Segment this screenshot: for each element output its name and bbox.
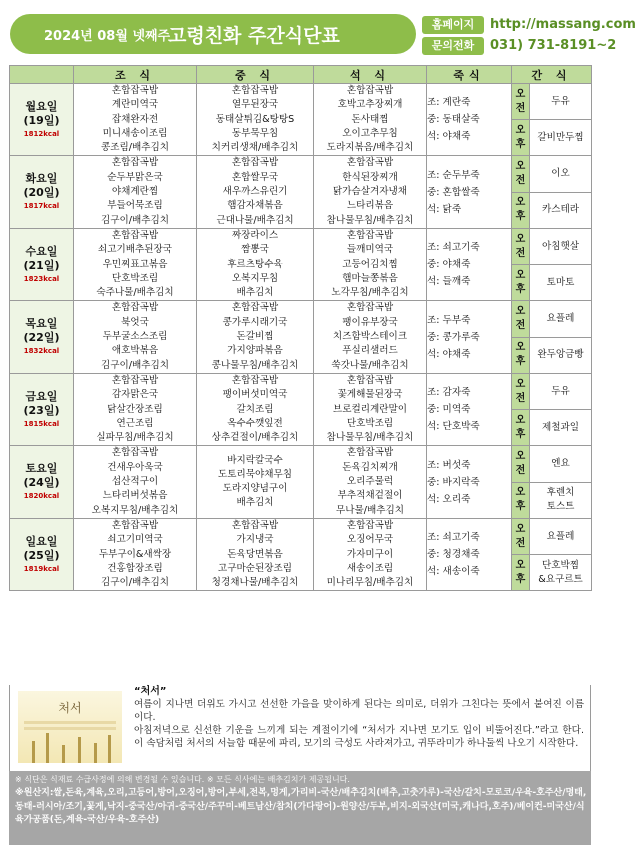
- porridge-item: 석: 단호박죽: [427, 421, 480, 433]
- lunch-item: 도라지양념구이: [222, 483, 288, 495]
- porridge-item: 조: 버섯죽: [427, 459, 471, 471]
- breakfast-item: 혼합잡곡밥: [111, 447, 159, 459]
- breakfast-item: 혼합잡곡밥: [111, 519, 159, 531]
- dinner-item: 브로컬리계란말이: [332, 403, 408, 415]
- weekly-menu-table: [9, 65, 592, 591]
- porridge-item: 조: 계란죽: [427, 97, 471, 109]
- dinner-item: 오징어무국: [346, 534, 394, 546]
- breakfast-item: 쇠고기배추된장국: [97, 244, 173, 256]
- breakfast-item: 두부굴소스조림: [102, 331, 168, 343]
- snack-pm: 제철과일: [530, 410, 592, 446]
- lunch-item: 혼합잡곡밥: [231, 374, 279, 386]
- dinner-item: 햄마늘쫑볶음: [342, 272, 398, 284]
- porridge-item: 중: 콩가루죽: [427, 331, 480, 343]
- notice-line: ※ 식단은 식재료 수급사정에 의해 변경될 수 있습니다. ※ 모든 식사에는 배추김치가 제공됩니다.: [15, 775, 350, 784]
- day-cell: [10, 373, 74, 445]
- dinner-item: 오리주물럭: [346, 476, 394, 488]
- snack-am: 두유: [530, 84, 592, 120]
- porridge-item: 석: 야채죽: [427, 131, 471, 143]
- porridge-item: 조: 쇠고기죽: [427, 242, 480, 254]
- breakfast-item: 순두부맑은국: [107, 171, 163, 183]
- seasonal-story-box: [9, 685, 591, 772]
- porridge-cell: [427, 301, 512, 373]
- snack-pm: 단호박찜 &요구르트: [530, 555, 592, 591]
- lunch-item: 근대나물/배추김치: [216, 214, 294, 226]
- day-kcal: 1815kcal: [23, 419, 60, 428]
- porridge-item: 석: 오리죽: [427, 493, 471, 505]
- snack-am: 아침햇살: [530, 228, 592, 264]
- dinner-item: 쑥갓나물/배추김치: [331, 359, 409, 371]
- story-title: “처서”: [134, 686, 167, 697]
- porridge-cell: [427, 446, 512, 518]
- header-day: [10, 66, 74, 84]
- breakfast-item: 닭살간장조림: [107, 403, 163, 415]
- breakfast-item: 건홍합장조림: [107, 562, 163, 574]
- day-date: (24일): [23, 476, 60, 490]
- breakfast-item: 느타리버섯볶음: [102, 490, 168, 502]
- lunch-item: 팽이버섯미역국: [222, 389, 288, 401]
- day-name: 목요일: [25, 317, 58, 331]
- dinner-item: 혼합잡곡밥: [346, 229, 394, 241]
- dinner-item: 혼합잡곡밥: [346, 302, 394, 314]
- breakfast-cell: [74, 518, 197, 590]
- snack-pm: 갈비만두찜: [530, 120, 592, 156]
- am-label: 오 전: [512, 156, 530, 192]
- day-row-am: [10, 228, 592, 264]
- breakfast-item: 콩조림/배추김치: [100, 142, 170, 154]
- porridge-item: 조: 두부죽: [427, 314, 471, 326]
- snack-pm: 후렌치 토스트: [530, 482, 592, 518]
- day-row-am: [10, 301, 592, 337]
- lunch-item: 옥수수깻잎전: [227, 417, 283, 429]
- dinner-item: 가자미구이: [346, 548, 394, 560]
- porridge-cell: [427, 373, 512, 445]
- breakfast-item: 혼합잡곡밥: [111, 85, 159, 96]
- dinner-item: 단호박조림: [346, 417, 394, 429]
- snack-pm: 카스테라: [530, 192, 592, 228]
- header-lunch: 중 식: [197, 66, 314, 84]
- breakfast-item: 김구이/배추김치: [100, 214, 170, 226]
- lunch-item: 후르츠탕수육: [227, 258, 283, 270]
- dinner-cell: [314, 373, 427, 445]
- dinner-item: 오이고추무침: [342, 127, 398, 139]
- dinner-item: 혼합잡곡밥: [346, 157, 394, 169]
- lunch-item: 콩가루시래기국: [222, 316, 288, 328]
- day-row-am: [10, 373, 592, 409]
- snack-am: 엔요: [530, 446, 592, 482]
- breakfast-item: 단호박조림: [111, 272, 159, 284]
- porridge-item: 조: 순두부죽: [427, 169, 480, 181]
- am-label: 오 전: [512, 373, 530, 409]
- pm-label: 오 후: [512, 265, 530, 301]
- porridge-item: 중: 청경채죽: [427, 549, 480, 561]
- lunch-item: 돈갈비찜: [236, 331, 274, 343]
- dinner-item: 혼합잡곡밥: [346, 447, 394, 459]
- day-date: (19일): [23, 113, 60, 127]
- snack-am: 요플레: [530, 301, 592, 337]
- day-date: (20일): [23, 186, 60, 200]
- dinner-item: 참나물무침/배추김치: [326, 214, 414, 226]
- dinner-cell: [314, 446, 427, 518]
- day-cell: [10, 446, 74, 518]
- am-label: 오 전: [512, 301, 530, 337]
- breakfast-item: 야채계란찜: [111, 186, 159, 198]
- lunch-item: 가지양파볶음: [227, 345, 283, 357]
- dinner-item: 호박고추장찌개: [337, 99, 403, 111]
- lunch-item: 새우까스유린기: [222, 186, 288, 198]
- lunch-cell: [197, 228, 314, 300]
- pm-label: 오 후: [512, 120, 530, 156]
- lunch-item: 열무된장국: [231, 99, 279, 111]
- breakfast-item: 혼합잡곡밥: [111, 374, 159, 386]
- snack-am: 두유: [530, 373, 592, 409]
- lunch-item: 바지락칼국수: [227, 454, 283, 466]
- breakfast-item: 두부구이&새싹장: [98, 548, 172, 560]
- dinner-item: 혼합잡곡밥: [346, 374, 394, 386]
- dinner-item: 미나리무침/배추김치: [326, 577, 414, 589]
- breakfast-item: 우민찌표고볶음: [102, 258, 168, 270]
- dinner-cell: [314, 228, 427, 300]
- porridge-item: 중: 야채죽: [427, 259, 471, 271]
- day-kcal: 1812kcal: [23, 129, 60, 138]
- lunch-item: 배추김치: [236, 497, 274, 509]
- dinner-cell: [314, 518, 427, 590]
- breakfast-item: 숙주나물/배추김치: [96, 287, 174, 299]
- dinner-item: 들깨미역국: [346, 244, 394, 256]
- snack-pm: 완두앙금빵: [530, 337, 592, 373]
- lunch-cell: [197, 446, 314, 518]
- pm-label: 오 후: [512, 337, 530, 373]
- lunch-cell: [197, 518, 314, 590]
- porridge-cell: [427, 84, 512, 156]
- day-cell: [10, 518, 74, 590]
- lunch-item: 혼합잡곡밥: [231, 157, 279, 169]
- day-date: (25일): [23, 548, 60, 562]
- porridge-item: 중: 바지락죽: [427, 476, 480, 488]
- snack-am: 이오: [530, 156, 592, 192]
- day-cell: [10, 84, 74, 156]
- porridge-item: 석: 야채죽: [427, 348, 471, 360]
- lunch-cell: [197, 373, 314, 445]
- porridge-item: 조: 감자죽: [427, 387, 471, 399]
- day-row-am: [10, 446, 592, 482]
- origin-notes: [9, 771, 591, 845]
- dinner-item: 치즈함박스테이크: [332, 331, 408, 343]
- day-date: (23일): [23, 403, 60, 417]
- title-banner: [10, 14, 416, 54]
- day-name: 일요일: [25, 534, 58, 548]
- lunch-item: 동태살튀김&탕탕S: [215, 113, 295, 125]
- dinner-item: 도라지볶음/배추김치: [326, 142, 414, 154]
- homepage-label: 홈페이지: [422, 16, 484, 34]
- lunch-item: 햄감자채볶음: [227, 200, 283, 212]
- breakfast-item: 쇠고기미역국: [107, 534, 163, 546]
- dinner-item: 닭가슴살겨자냉채: [332, 186, 408, 198]
- lunch-item: 도토리묵야채무침: [217, 468, 293, 480]
- dinner-item: 새송이조림: [346, 562, 394, 574]
- breakfast-item: 감자맑은국: [111, 389, 159, 401]
- day-kcal: 1817kcal: [23, 202, 60, 211]
- header-breakfast: 조 식: [74, 66, 197, 84]
- dinner-item: 한식된장찌개: [342, 171, 398, 183]
- lunch-item: 짜장라이스: [231, 229, 279, 241]
- lunch-item: 짬뽕국: [241, 244, 269, 256]
- breakfast-item: 섭산적구이: [111, 476, 159, 488]
- dinner-item: 고등어김치찜: [342, 258, 398, 270]
- porridge-item: 중: 동태살죽: [427, 114, 480, 126]
- lunch-item: 치커리생채/배추김치: [211, 142, 299, 154]
- day-row-am: [10, 84, 592, 120]
- header-snack: 간 식: [512, 66, 592, 84]
- breakfast-item: 오복지무침/배추김치: [91, 504, 179, 516]
- lunch-item: 혼합잡곡밥: [231, 302, 279, 314]
- day-name: 화요일: [25, 172, 58, 186]
- dinner-item: 참나물무침/배추김치: [326, 432, 414, 444]
- porridge-cell: [427, 156, 512, 228]
- snack-pm: 토마토: [530, 265, 592, 301]
- pm-label: 오 후: [512, 410, 530, 446]
- day-name: 토요일: [25, 462, 58, 476]
- dinner-item: 푸실리샐러드: [342, 345, 398, 357]
- breakfast-item: 실파무침/배추김치: [96, 432, 174, 444]
- lunch-item: 돈육당면볶음: [227, 548, 283, 560]
- dinner-item: 노각무침/배추김치: [331, 287, 409, 299]
- porridge-item: 조: 쇠고기죽: [427, 532, 480, 544]
- lunch-item: 혼합잡곡밥: [231, 519, 279, 531]
- day-row-am: [10, 518, 592, 554]
- breakfast-item: 혼합잡곡밥: [111, 302, 159, 314]
- dinner-cell: [314, 301, 427, 373]
- dinner-item: 꽃게해물된장국: [337, 389, 403, 401]
- lunch-cell: [197, 156, 314, 228]
- breakfast-item: 혼합잡곡밥: [111, 229, 159, 241]
- day-cell: [10, 156, 74, 228]
- day-row-am: [10, 156, 592, 192]
- phone-number: 031) 731-8191~2: [490, 38, 617, 53]
- story-paragraph-2: 아침저녁으로 신선한 기운을 느끼게 되는 계절이기에 “처서가 지나면 모기도 입이 비뚤어진다.”라고 한다. 이 속담처럼 처서의 서늘함 때문에 파리, 모기의 극성도 사라져가고, 귀뚜라미가 하나둘씩 나오기 시작한다.: [134, 725, 584, 749]
- illustration-title: 처서: [58, 701, 82, 715]
- breakfast-item: 연근조림: [116, 417, 154, 429]
- phone-label: 문의전화: [422, 37, 484, 55]
- breakfast-cell: [74, 156, 197, 228]
- dinner-item: 팽이유부장국: [342, 316, 398, 328]
- breakfast-cell: [74, 373, 197, 445]
- porridge-cell: [427, 518, 512, 590]
- breakfast-item: 잡채완자전: [111, 113, 159, 125]
- origin-line: ※원산지:쌀,돈육,계육,오리,고등어,방어,오징어,방어,부세,전복,멍게,가리비-국산/배추김치(배추,고춧가루)-국산/갈치-모로코/우육-호주산/명태,동태-러시아/조기,꽃게,낙지-중국산/아귀-중국산/주꾸미-베트남산/참치(가다랑어)-원양산/두부,비지-외국산(미국,캐나다,호주)/베이컨-미국산/식육가공품(돈,계육-국산/우육-호주산): [15, 788, 587, 825]
- porridge-item: 석: 새송이죽: [427, 566, 480, 578]
- breakfast-cell: [74, 228, 197, 300]
- lunch-item: 고구마순된장조림: [217, 562, 293, 574]
- story-text: [134, 685, 584, 750]
- story-illustration: [18, 691, 122, 763]
- snack-am: 요플레: [530, 518, 592, 554]
- breakfast-cell: [74, 301, 197, 373]
- year-week: 2024년 08월 넷째주: [44, 29, 171, 44]
- breakfast-item: 애호박볶음: [111, 345, 159, 357]
- lunch-item: 혼합잡곡밥: [231, 85, 279, 96]
- dinner-cell: [314, 84, 427, 156]
- lunch-item: 가지냉국: [236, 534, 274, 546]
- lunch-item: 갈치조림: [236, 403, 274, 415]
- day-name: 금요일: [25, 389, 58, 403]
- story-paragraph-1: 여름이 지나면 더위도 가시고 선선한 가을을 맞이하게 된다는 의미로, 더위가 그친다는 뜻에서 붙여진 이름이다.: [134, 699, 584, 723]
- dinner-item: 돈사태찜: [351, 113, 389, 125]
- lunch-item: 청경채나물/배추김치: [211, 577, 299, 589]
- breakfast-item: 건새우아욱국: [107, 461, 163, 473]
- am-label: 오 전: [512, 518, 530, 554]
- day-cell: [10, 301, 74, 373]
- porridge-item: 석: 닭죽: [427, 203, 462, 215]
- porridge-cell: [427, 228, 512, 300]
- pm-label: 오 후: [512, 192, 530, 228]
- header-dinner: 석 식: [314, 66, 427, 84]
- lunch-item: 오복지무침: [231, 272, 279, 284]
- lunch-item: 콩나물무침/배추김치: [211, 359, 299, 371]
- day-cell: [10, 228, 74, 300]
- breakfast-item: 혼합잡곡밥: [111, 157, 159, 169]
- dinner-item: 느타리볶음: [346, 200, 394, 212]
- lunch-cell: [197, 84, 314, 156]
- dinner-item: 혼합잡곡밥: [346, 85, 394, 96]
- pm-label: 오 후: [512, 555, 530, 591]
- breakfast-item: 부들어묵조림: [107, 200, 163, 212]
- header-porridge: 죽식: [427, 66, 512, 84]
- day-kcal: 1819kcal: [23, 564, 60, 573]
- am-label: 오 전: [512, 446, 530, 482]
- am-label: 오 전: [512, 228, 530, 264]
- breakfast-item: 미니새송이조림: [102, 127, 168, 139]
- day-date: (22일): [23, 331, 60, 345]
- breakfast-cell: [74, 446, 197, 518]
- pm-label: 오 후: [512, 482, 530, 518]
- lunch-item: 상추겉절이/배추김치: [211, 432, 299, 444]
- dinner-cell: [314, 156, 427, 228]
- dinner-item: 혼합잡곡밥: [346, 519, 394, 531]
- homepage-link[interactable]: http://massang.com: [490, 17, 636, 32]
- breakfast-item: 김구이/배추김치: [100, 577, 170, 589]
- day-kcal: 1823kcal: [23, 274, 60, 283]
- page-title: 고령친화 주간식단표: [168, 25, 340, 47]
- lunch-item: 혼합쌀무국: [231, 171, 279, 183]
- breakfast-item: 계란미역국: [111, 99, 159, 111]
- porridge-item: 중: 혼합쌀죽: [427, 186, 480, 198]
- day-date: (21일): [23, 258, 60, 272]
- lunch-item: 배추김치: [236, 287, 274, 299]
- lunch-cell: [197, 301, 314, 373]
- lunch-item: 동부묵무침: [231, 127, 279, 139]
- day-name: 수요일: [25, 244, 58, 258]
- breakfast-item: 김구이/배추김치: [100, 359, 170, 371]
- day-kcal: 1820kcal: [23, 492, 60, 501]
- am-label: 오 전: [512, 84, 530, 120]
- porridge-item: 중: 미역죽: [427, 404, 471, 416]
- breakfast-cell: [74, 84, 197, 156]
- table-header-row: [10, 66, 592, 84]
- dinner-item: 무나물/배추김치: [335, 504, 405, 516]
- dinner-item: 돈육김치찌개: [342, 461, 398, 473]
- breakfast-item: 북엇국: [121, 316, 149, 328]
- day-kcal: 1832kcal: [23, 347, 60, 356]
- day-name: 월요일: [25, 99, 58, 113]
- dinner-item: 부추적채겉절이: [337, 490, 403, 502]
- porridge-item: 석: 들깨죽: [427, 276, 471, 288]
